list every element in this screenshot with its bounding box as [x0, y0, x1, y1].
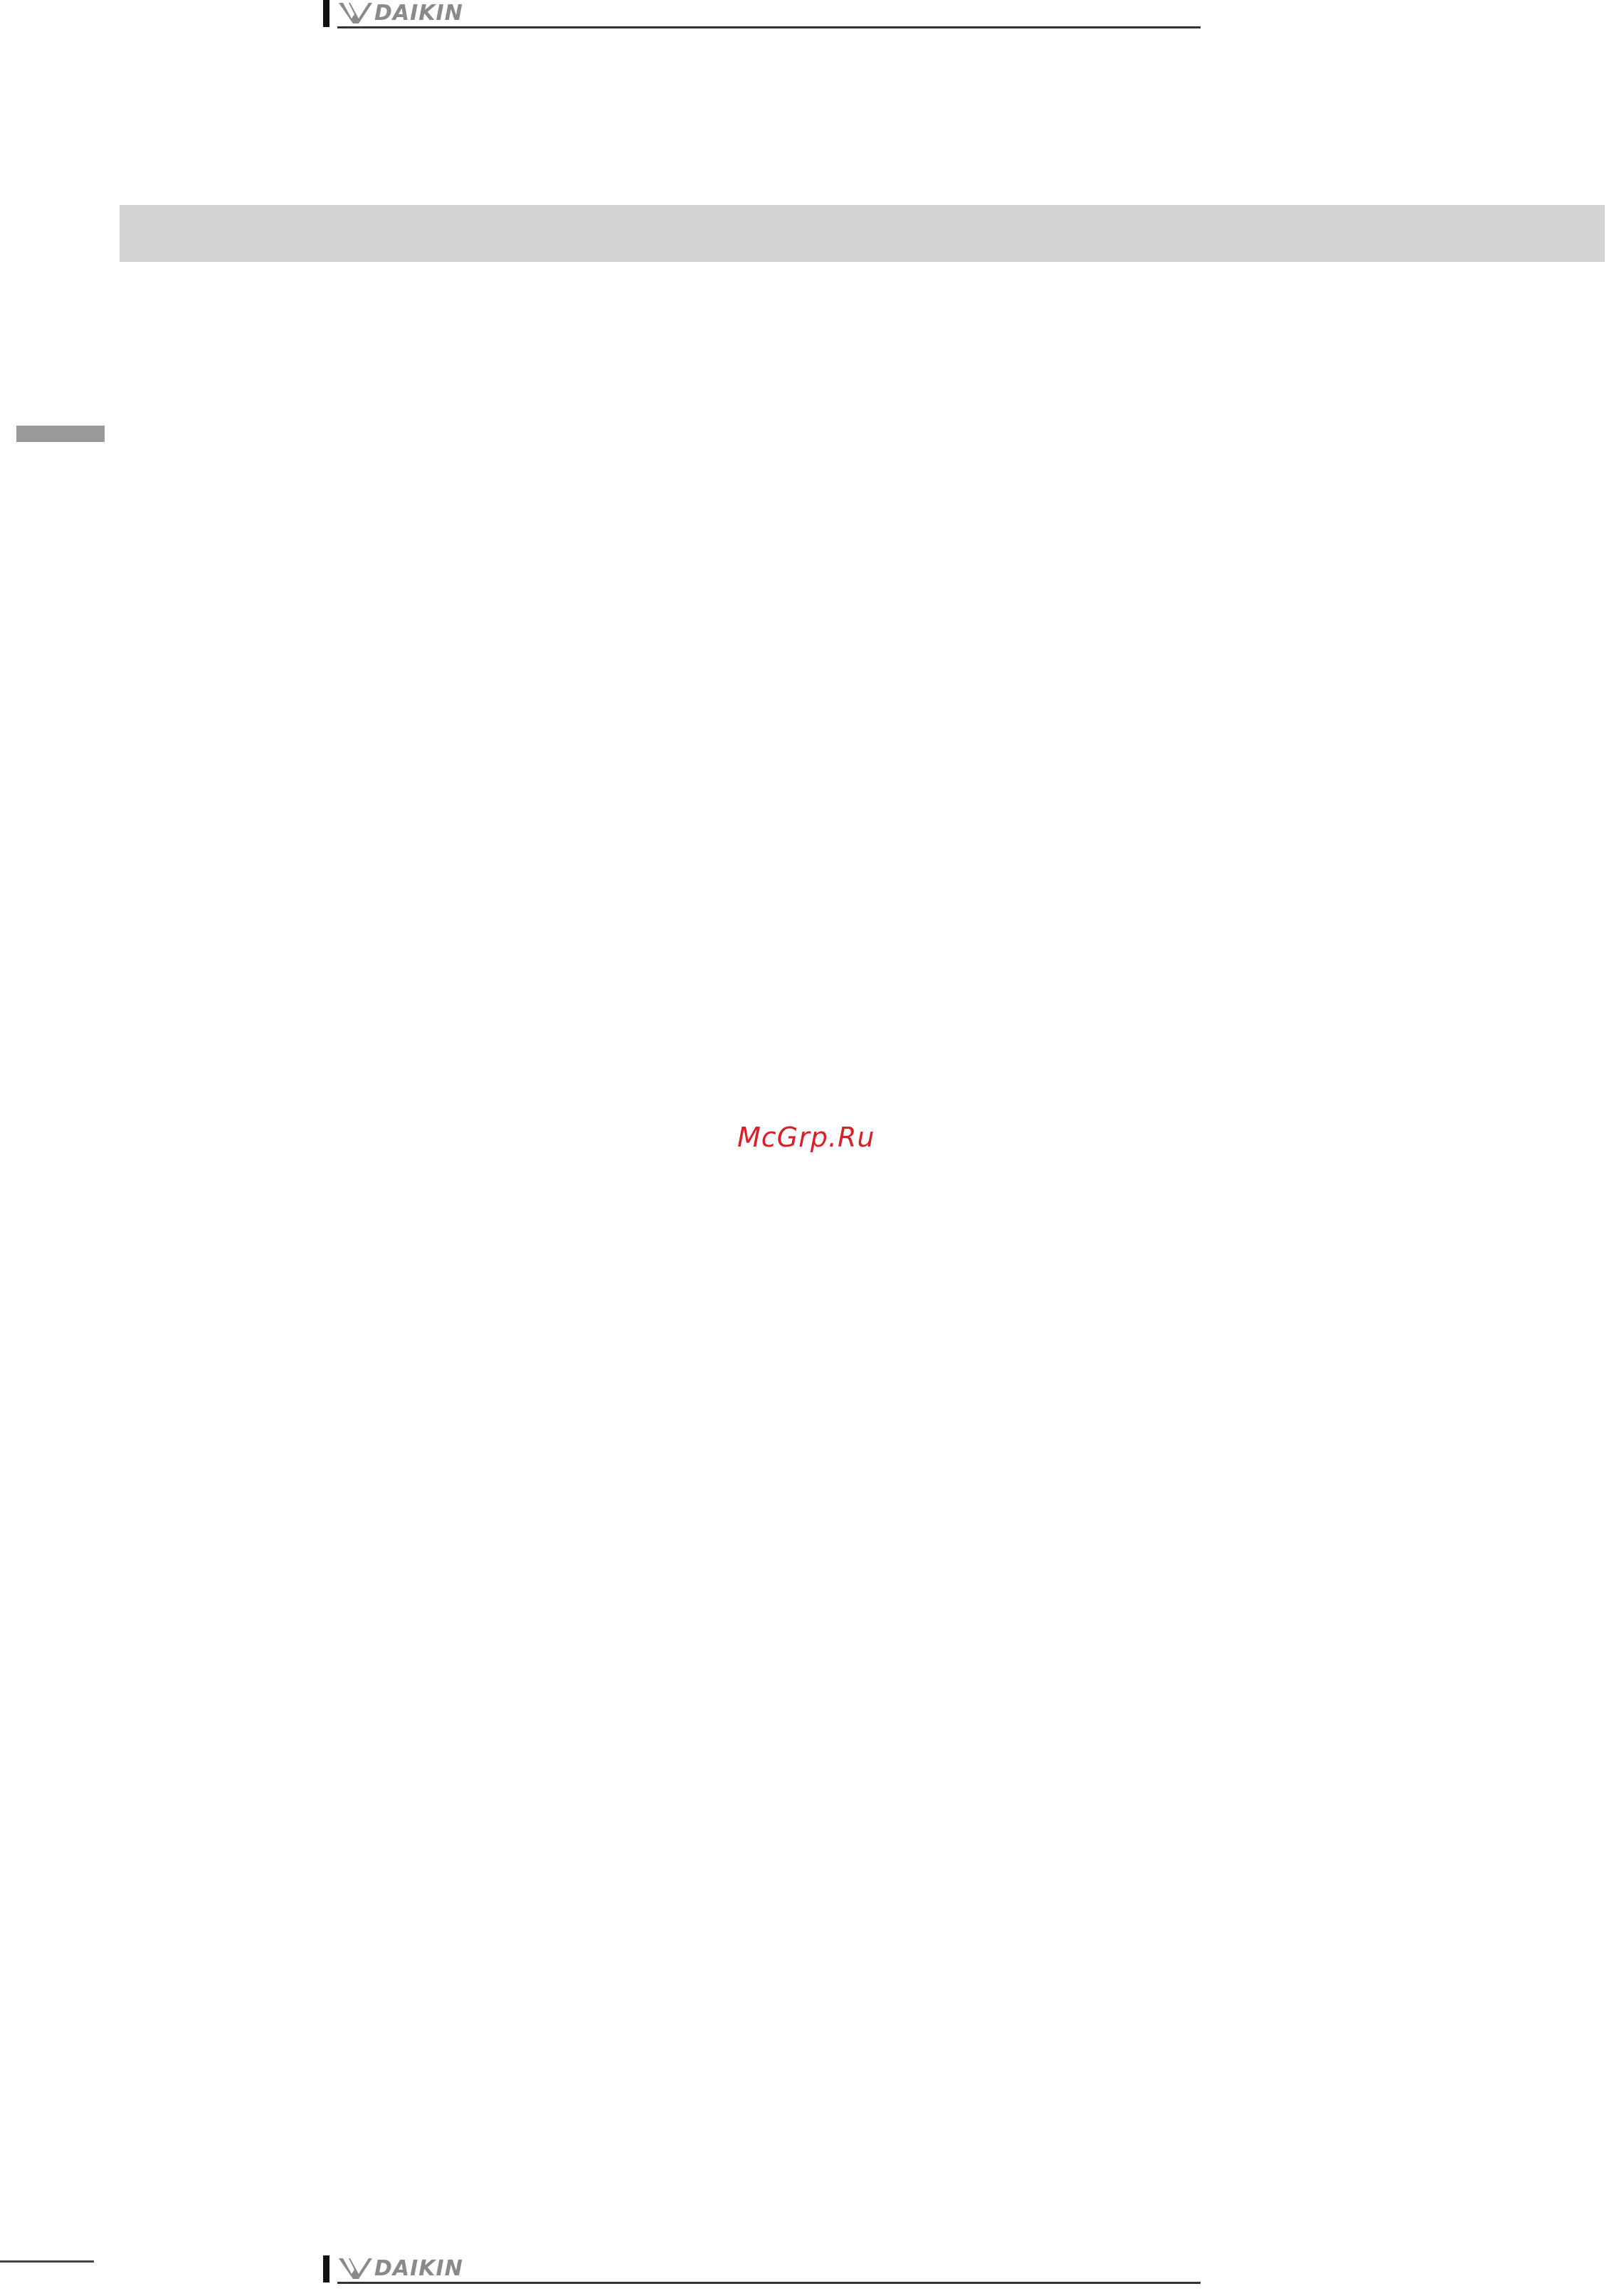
- footer-left-rule: [0, 2260, 94, 2263]
- brand-name-footer: DAIKIN: [374, 2256, 463, 2281]
- footer-rule: [337, 2282, 1201, 2284]
- footer-brand-bar: [323, 2255, 1201, 2284]
- daikin-logo-footer: [337, 2256, 473, 2281]
- footer-tick: [323, 2255, 329, 2282]
- table-header-row: [120, 205, 1605, 262]
- watermark-text: McGrp.Ru: [737, 1122, 875, 1153]
- daikin-mark-icon: [337, 2257, 373, 2280]
- brand-name: DAIKIN: [374, 1, 463, 26]
